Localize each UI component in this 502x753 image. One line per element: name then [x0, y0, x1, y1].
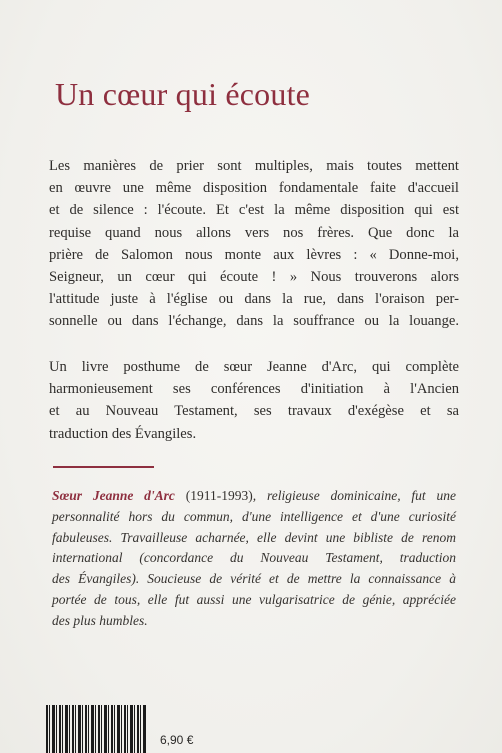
text-line: et au Nouveau Testament, ses travaux d'exégèse et sa [49, 403, 459, 420]
book-summary-paragraph [49, 356, 459, 445]
author-name: Sœur Jeanne d'Arc [52, 488, 175, 503]
text-line: et de silence : l'écoute. Et c'est la même disposition qui est [49, 202, 459, 219]
text-line: requise quand nous allons vers nos frères. Que donc la [49, 224, 459, 241]
text-line: harmonieusement ses conférences d'initiation à l'Ancien [49, 381, 459, 398]
bio-line: international (concordance du Nouveau Testament, traduction [52, 550, 456, 566]
bio-line: des Évangiles). Soucieuse de vérité et de mettre la connaissance à [52, 571, 456, 587]
text-line: prière de Salomon nous monte aux lèvres : « Donne-moi, [49, 246, 459, 263]
author-bio [52, 486, 456, 632]
bio-line: personnalité hors du commun, d'une intelligence et d'une curiosité [52, 508, 456, 524]
book-title: Un cœur qui écoute [55, 76, 311, 112]
bio-first-line [52, 486, 456, 507]
divider-rule [53, 466, 154, 468]
price-label: 6,90 € [160, 733, 194, 747]
bio-line: portée de tous, elle fut aussi une vulgarisatrice de génie, appréciée [52, 591, 456, 607]
text-line: Seigneur, un cœur qui écoute ! » Nous trouverons alors [49, 269, 459, 286]
bio-line: , religieuse dominicaine, fut une [252, 488, 456, 503]
text-line: l'attitude juste à l'église ou dans la rue, dans l'oraison per- [49, 291, 459, 308]
barcode [46, 705, 146, 753]
description-paragraph [49, 155, 459, 333]
text-line: sonnelle ou dans l'échange, dans la souffrance ou la louange. [49, 313, 459, 330]
text-line: en œuvre une même disposition fondamentale faite d'accueil [49, 180, 459, 197]
bio-line: des plus humbles. [52, 612, 148, 628]
text-line: Un livre posthume de sœur Jeanne d'Arc, qui complète [49, 359, 459, 375]
author-dates: (1911-1993) [185, 488, 253, 503]
text-line: traduction des Évangiles. [49, 425, 197, 442]
bio-line: fabuleuses. Travailleuse acharnée, elle devint une bibliste de renom [52, 529, 456, 545]
text-line: Les manières de prier sont multiples, mais toutes mettent [49, 158, 459, 174]
